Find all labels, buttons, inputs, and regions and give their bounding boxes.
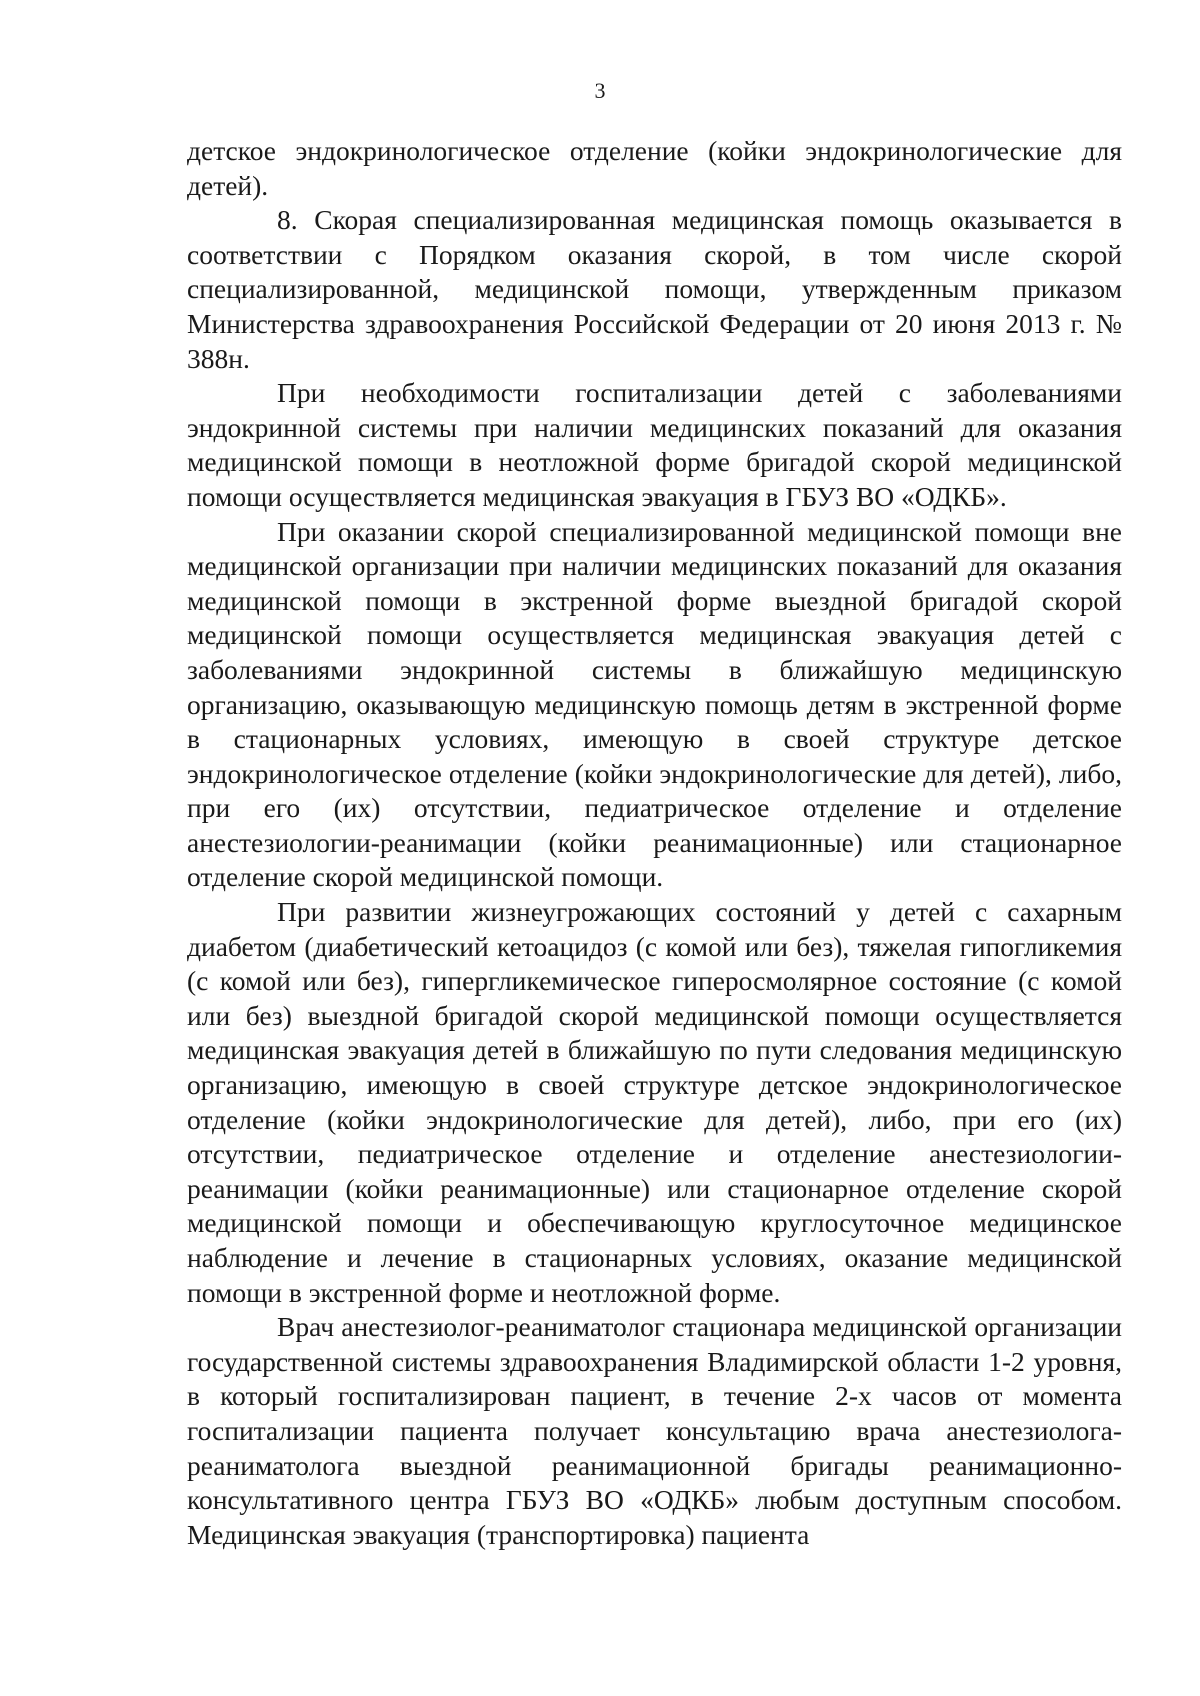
page-number: 3: [594, 78, 606, 103]
paragraph-life-threatening-conditions: При развитии жизнеугрожающих состояний у детей с сахарным диабетом (диабетический кетоацидоз (с комой или без), тяжелая гипогликемия (с комой или без), гипергликемическое гиперосмолярное состояние (с комой или без) выездной бригадой скорой медицинской помощи осуществляется медицинская эвакуация детей в ближайшую по пути следования медицинскую организацию, имеющую в своей структуре детское эндокринологическое отделение (койки эндокринологические для детей), либо, при его (их) отсутствии, педиатрическое отделение и отделение анестезиологии-реанимации (койки реанимационные) или стационарное отделение скорой медицинской помощи и обеспечивающую круглосуточное медицинское наблюдение и лечение в стационарных условиях, оказание медицинской помощи в экстренной форме и неотложной форме.: [187, 896, 1122, 1308]
paragraph-item-8: 8. Скорая специализированная медицинская помощь оказывается в соответствии с Порядком оказания скорой, в том числе скорой специализированной, медицинской помощи, утвержденным приказом Министерства здравоохранения Российской Федерации от 20 июня 2013 г. № 388н.: [187, 204, 1122, 374]
document-body: [187, 134, 1122, 1552]
paragraph-continuation: детское эндокринологическое отделение (койки эндокринологические для детей).: [187, 135, 1122, 201]
paragraph-urgent-hospitalization: При необходимости госпитализации детей с заболеваниями эндокринной системы при наличии медицинских показаний для оказания медицинской помощи в неотложной форме бригадой скорой медицинской помощи осуществляется медицинская эвакуация в ГБУЗ ВО «ОДКБ».: [187, 377, 1122, 512]
paragraph-anesthesiologist-consultation: Врач анестезиолог-реаниматолог стационара медицинской организации государственной системы здравоохранения Владимирской области 1-2 уровня, в который госпитализирован пациент, в течение 2-х часов от момента госпитализации пациента получает консультацию врача анестезиолога-реаниматолога выездной реанимационной бригады реанимационно-консультативного центра ГБУЗ ВО «ОДКБ» любым доступным способом. Медицинская эвакуация (транспортировка) пациента: [187, 1311, 1122, 1550]
paragraph-emergency-evacuation: При оказании скорой специализированной медицинской помощи вне медицинской организации при наличии медицинских показаний для оказания медицинской помощи в экстренной форме выездной бригадой скорой медицинской помощи осуществляется медицинская эвакуация детей с заболеваниями эндокринной системы в ближайшую медицинскую организацию, оказывающую медицинскую помощь детям в экстренной форме в стационарных условиях, имеющую в своей структуре детское эндокринологическое отделение (койки эндокринологические для детей), либо, при его (их) отсутствии, педиатрическое отделение и отделение анестезиологии-реанимации (койки реанимационные) или стационарное отделение скорой медицинской помощи.: [187, 515, 1122, 893]
